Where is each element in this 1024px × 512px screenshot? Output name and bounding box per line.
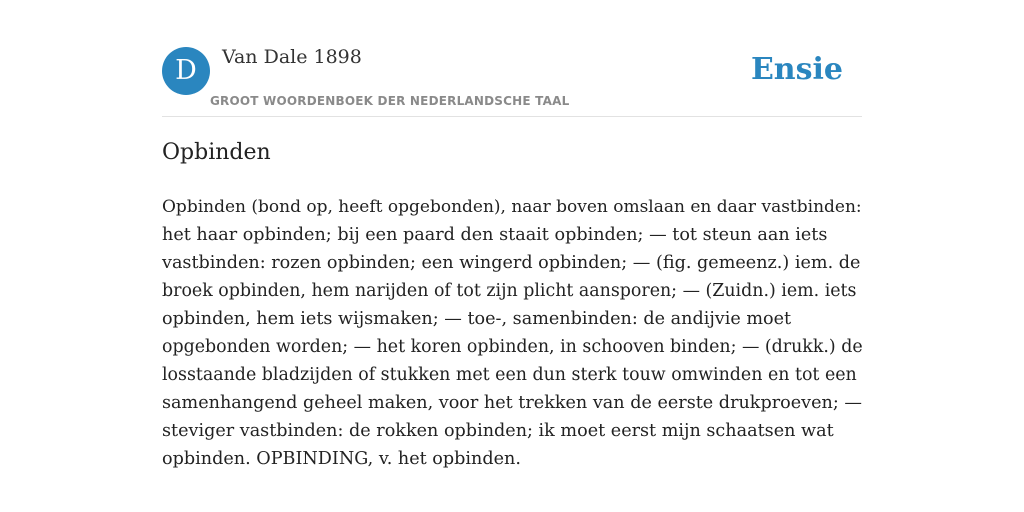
source-avatar[interactable]: D xyxy=(162,47,210,95)
brand-logo[interactable]: Ensie xyxy=(750,52,843,87)
definition-line: broek opbinden, hem narijden of tot zijn plicht aansporen; — (Zuidn.) iem. iets xyxy=(162,281,857,301)
definition-line: samenhangend geheel maken, voor het trekken van de eerste drukproeven; — xyxy=(162,393,862,413)
source-title[interactable]: Van Dale 1898 xyxy=(222,46,362,68)
definition-line: het haar opbinden; bij een paard den staait opbinden; — tot steun aan iets xyxy=(162,225,828,245)
header xyxy=(162,0,862,117)
source-subtitle: GROOT WOORDENBOEK DER NEDERLANDSCHE TAAL xyxy=(210,94,570,108)
definition-line: opbinden, hem iets wijsmaken; — toe-, samenbinden: de andijvie moet xyxy=(162,309,792,329)
entry-title: Opbinden xyxy=(162,140,271,165)
definition-line: opbinden. OPBINDING, v. het opbinden. xyxy=(162,449,521,469)
definition-line: Opbinden (bond op, heeft opgebonden), naar boven omslaan en daar vastbinden: xyxy=(162,197,862,217)
entry-definition xyxy=(162,193,864,473)
definition-line: opgebonden worden; — het koren opbinden, in schooven binden; — (drukk.) de xyxy=(162,337,863,357)
definition-line: losstaande bladzijden of stukken met een dun sterk touw omwinden en tot een xyxy=(162,365,857,385)
definition-line: vastbinden: rozen opbinden; een wingerd opbinden; — (fig. gemeenz.) iem. de xyxy=(162,253,861,273)
definition-line: steviger vastbinden: de rokken opbinden; ik moet eerst mijn schaatsen wat xyxy=(162,421,834,441)
